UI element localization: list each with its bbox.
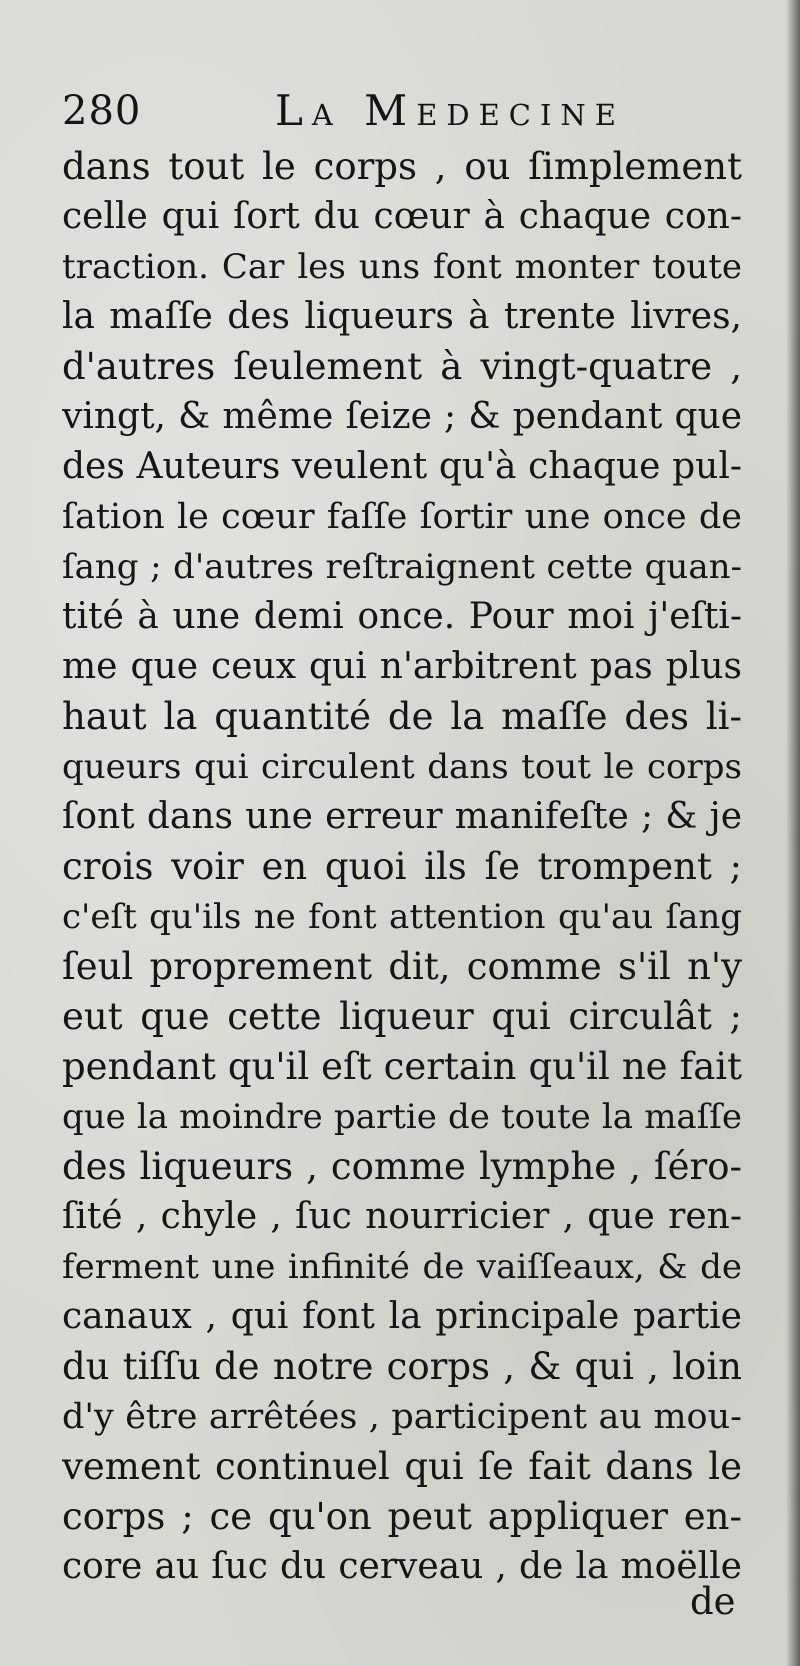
text-line: crois voir en quoi ils ſe trompent ; bbox=[62, 845, 742, 888]
catchword: de bbox=[690, 1580, 736, 1623]
text-line: vement continuel qui ſe fait dans le bbox=[62, 1445, 742, 1488]
text-line: dans tout le corps , ou ſimplement bbox=[62, 145, 742, 188]
text-line: traction. Car les uns font monter toute bbox=[62, 247, 742, 287]
running-head: La Medecine bbox=[275, 86, 625, 135]
text-line: core au ſuc du cerveau , de la moëlle bbox=[62, 1546, 742, 1587]
text-line: ferment une infinité de vaiſſeaux, & de bbox=[62, 1247, 742, 1287]
text-line: ſeul proprement dit, comme s'il n'y bbox=[62, 945, 742, 988]
page-number: 280 bbox=[62, 88, 142, 134]
text-line: canaux , qui font la principale partie bbox=[62, 1296, 742, 1337]
text-line: des liqueurs , comme lymphe , ſéro- bbox=[62, 1145, 742, 1188]
body-text bbox=[62, 142, 742, 1592]
text-line: que la moindre partie de toute la maſſe bbox=[62, 1097, 742, 1137]
text-line: haut la quantité de la maſſe des li- bbox=[62, 695, 742, 738]
text-line: corps ; ce qu'on peut appliquer en- bbox=[62, 1495, 742, 1538]
text-line: du tiſſu de notre corps , & qui , loin bbox=[62, 1345, 742, 1388]
text-line: me que ceux qui n'arbitrent pas plus bbox=[62, 646, 742, 687]
text-line: pendant qu'il eſt certain qu'il ne fait bbox=[62, 1045, 742, 1088]
text-line: celle qui ſort du cœur à chaque con- bbox=[62, 196, 742, 237]
text-line: d'y être arrêtées , participent au mou- bbox=[62, 1397, 742, 1437]
text-line: tité à une demi once. Pour moi j'eſti- bbox=[62, 596, 742, 637]
page-edge-shadow bbox=[786, 0, 800, 1666]
text-line: ſont dans une erreur manifeſte ; & je bbox=[62, 796, 742, 837]
text-line: vingt, & même ſeize ; & pendant que bbox=[62, 396, 742, 437]
text-line: queurs qui circulent dans tout le corps bbox=[62, 747, 742, 787]
text-line: d'autres ſeulement à vingt-quatre , bbox=[62, 345, 742, 388]
text-line: eut que cette liqueur qui circulât ; bbox=[62, 995, 742, 1038]
text-line: ſité , chyle , ſuc nourricier , que ren- bbox=[62, 1196, 742, 1237]
text-line: ſation le cœur faſſe ſortir une once de bbox=[62, 497, 742, 537]
text-line: la maſſe des liqueurs à trente livres, bbox=[62, 296, 742, 337]
text-line: des Auteurs veulent qu'à chaque pul- bbox=[62, 446, 742, 487]
page-header bbox=[60, 82, 750, 140]
text-line: c'eſt qu'ils ne font attention qu'au ſang bbox=[62, 897, 742, 937]
text-line: ſang ; d'autres reſtraignent cette quan- bbox=[62, 547, 742, 587]
